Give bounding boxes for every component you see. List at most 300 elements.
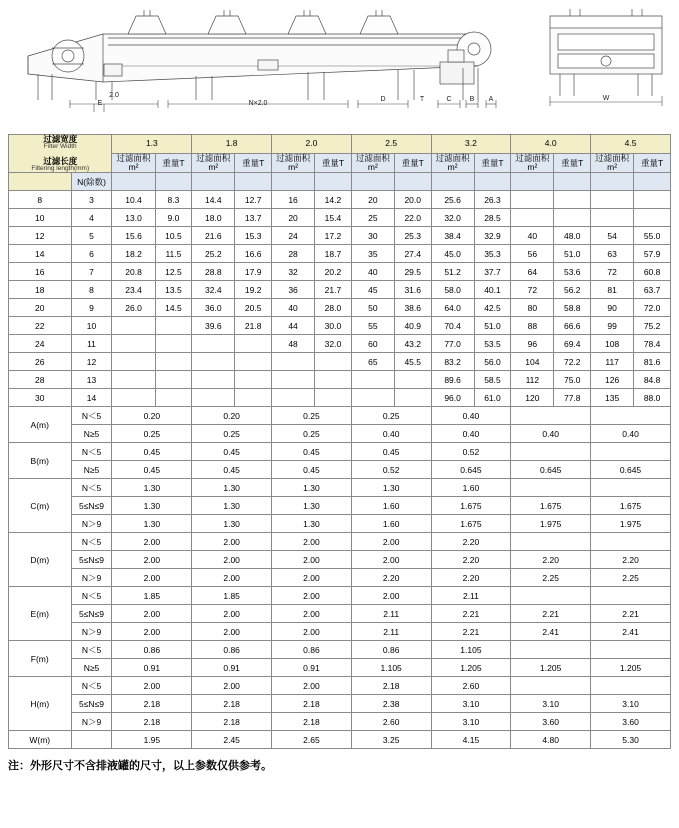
row-n-10: 4 — [71, 209, 112, 227]
cell-7-3: 21.8 — [235, 317, 272, 335]
cell-11-2 — [192, 389, 235, 407]
cell-5-7: 31.6 — [394, 281, 431, 299]
param-val-0-1-2: 0.25 — [272, 425, 352, 443]
param-val-6-0-6 — [591, 677, 671, 695]
cell-2-9: 32.9 — [474, 227, 511, 245]
cell-4-1: 12.5 — [155, 263, 192, 281]
row-length-30: 30 — [9, 389, 72, 407]
cell-0-0: 10.4 — [112, 191, 155, 209]
param-val-7-0-3: 3.25 — [351, 731, 431, 749]
cell-9-12: 117 — [591, 353, 634, 371]
cell-1-4: 20 — [272, 209, 315, 227]
subheader-weight-4: 重量T — [394, 153, 431, 173]
param-val-3-1-1: 2.00 — [192, 551, 272, 569]
row-length-12: 12 — [9, 227, 72, 245]
subheader-weight-6: 重量T — [554, 153, 591, 173]
param-row-Dm — [9, 551, 671, 569]
cell-6-3: 20.5 — [235, 299, 272, 317]
cell-10-4 — [272, 371, 315, 389]
cell-4-9: 37.7 — [474, 263, 511, 281]
param-val-6-1-1: 2.18 — [192, 695, 272, 713]
cell-9-9: 56.0 — [474, 353, 511, 371]
param-cond-2-0: N＜5 — [71, 479, 112, 497]
row-n-26: 12 — [71, 353, 112, 371]
param-val-2-1-5: 1.675 — [511, 497, 591, 515]
param-val-5-1-6: 1.205 — [591, 659, 671, 677]
cell-6-5: 28.0 — [315, 299, 352, 317]
param-val-4-2-1: 2.00 — [192, 623, 272, 641]
cell-11-1 — [155, 389, 192, 407]
param-row-Bm — [9, 443, 671, 461]
row-length-28: 28 — [9, 371, 72, 389]
end-view-drawing — [540, 4, 672, 116]
table-row — [9, 263, 671, 281]
param-val-3-0-0: 2.00 — [112, 533, 192, 551]
row-length-10: 10 — [9, 209, 72, 227]
param-val-3-2-4: 2.20 — [431, 569, 511, 587]
width-group-2: 1.8 — [192, 135, 272, 154]
cell-9-1 — [155, 353, 192, 371]
param-val-3-2-2: 2.00 — [272, 569, 352, 587]
cell-10-11: 75.0 — [554, 371, 591, 389]
row-length-26: 26 — [9, 353, 72, 371]
subheader-area-4: 过滤面积m² — [351, 153, 394, 173]
param-cond-0-0: N＜5 — [71, 407, 112, 425]
param-val-6-2-1: 2.18 — [192, 713, 272, 731]
subheader-area-1: 过滤面积m² — [112, 153, 155, 173]
cell-0-4: 16 — [272, 191, 315, 209]
cell-11-3 — [235, 389, 272, 407]
param-val-7-0-2: 2.65 — [272, 731, 352, 749]
cell-3-12: 63 — [591, 245, 634, 263]
cell-8-13: 78.4 — [634, 335, 671, 353]
cell-10-6 — [351, 371, 394, 389]
cell-0-9: 26.3 — [474, 191, 511, 209]
cell-3-11: 51.0 — [554, 245, 591, 263]
cell-8-3 — [235, 335, 272, 353]
dim-label-B: B — [469, 96, 475, 103]
cell-3-6: 35 — [351, 245, 394, 263]
cell-6-11: 58.8 — [554, 299, 591, 317]
param-val-1-0-1: 0.45 — [192, 443, 272, 461]
param-val-7-0-1: 2.45 — [192, 731, 272, 749]
cell-1-10 — [511, 209, 554, 227]
cell-6-2: 36.0 — [192, 299, 235, 317]
row-n-24: 11 — [71, 335, 112, 353]
param-cond-6-1: 5≤N≤9 — [71, 695, 112, 713]
table-row — [9, 191, 671, 209]
cell-4-8: 51.2 — [431, 263, 474, 281]
cell-5-13: 63.7 — [634, 281, 671, 299]
param-val-1-1-1: 0.45 — [192, 461, 272, 479]
param-val-2-2-6: 1.975 — [591, 515, 671, 533]
width-group-7: 4.5 — [591, 135, 671, 154]
cell-4-7: 29.5 — [394, 263, 431, 281]
param-cond-4-2: N＞9 — [71, 623, 112, 641]
param-val-1-1-6: 0.645 — [591, 461, 671, 479]
param-val-3-2-5: 2.25 — [511, 569, 591, 587]
cell-9-8: 83.2 — [431, 353, 474, 371]
cell-4-12: 72 — [591, 263, 634, 281]
row-n-28: 13 — [71, 371, 112, 389]
param-val-2-1-6: 1.675 — [591, 497, 671, 515]
cell-3-7: 27.4 — [394, 245, 431, 263]
cell-11-6 — [351, 389, 394, 407]
param-cond-7-0 — [71, 731, 112, 749]
width-group-1: 1.3 — [112, 135, 192, 154]
param-name-3: D(m) — [9, 533, 72, 587]
table-row — [9, 209, 671, 227]
cell-11-0 — [112, 389, 155, 407]
cell-7-11: 66.6 — [554, 317, 591, 335]
cell-8-8: 77.0 — [431, 335, 474, 353]
cell-2-10: 40 — [511, 227, 554, 245]
cell-8-9: 53.5 — [474, 335, 511, 353]
param-val-3-0-2: 2.00 — [272, 533, 352, 551]
cell-7-9: 51.0 — [474, 317, 511, 335]
param-cond-5-1: N≥5 — [71, 659, 112, 677]
param-row-Bm — [9, 461, 671, 479]
table-body — [9, 173, 671, 749]
width-group-3: 2.0 — [272, 135, 352, 154]
param-val-6-0-4: 2.60 — [431, 677, 511, 695]
width-group-5: 3.2 — [431, 135, 511, 154]
param-val-4-0-0: 1.85 — [112, 587, 192, 605]
param-val-5-1-1: 0.91 — [192, 659, 272, 677]
cell-3-13: 57.9 — [634, 245, 671, 263]
cell-8-2 — [192, 335, 235, 353]
cell-0-3: 12.7 — [235, 191, 272, 209]
param-val-7-0-4: 4.15 — [431, 731, 511, 749]
cell-11-5 — [315, 389, 352, 407]
cell-2-12: 54 — [591, 227, 634, 245]
param-val-4-0-6 — [591, 587, 671, 605]
param-val-3-1-0: 2.00 — [112, 551, 192, 569]
cell-3-2: 25.2 — [192, 245, 235, 263]
cell-5-1: 13.5 — [155, 281, 192, 299]
param-val-5-0-2: 0.86 — [272, 641, 352, 659]
param-val-4-1-4: 2.21 — [431, 605, 511, 623]
cell-11-10: 120 — [511, 389, 554, 407]
param-cond-2-1: 5≤N≤9 — [71, 497, 112, 515]
param-val-5-1-5: 1.205 — [511, 659, 591, 677]
cell-1-3: 13.7 — [235, 209, 272, 227]
cell-8-10: 96 — [511, 335, 554, 353]
cell-9-11: 72.2 — [554, 353, 591, 371]
cell-8-1 — [155, 335, 192, 353]
param-val-3-2-3: 2.20 — [351, 569, 431, 587]
param-val-0-0-1: 0.20 — [192, 407, 272, 425]
cell-7-0 — [112, 317, 155, 335]
param-val-0-0-3: 0.25 — [351, 407, 431, 425]
cell-1-13 — [634, 209, 671, 227]
width-group-4: 2.5 — [351, 135, 431, 154]
cell-7-5: 30.0 — [315, 317, 352, 335]
cell-5-9: 40.1 — [474, 281, 511, 299]
cell-1-5: 15.4 — [315, 209, 352, 227]
table-row — [9, 227, 671, 245]
cell-9-5 — [315, 353, 352, 371]
cell-10-9: 58.5 — [474, 371, 511, 389]
cell-2-6: 30 — [351, 227, 394, 245]
param-val-5-0-4: 1.105 — [431, 641, 511, 659]
param-val-5-1-3: 1.105 — [351, 659, 431, 677]
cell-9-13: 81.6 — [634, 353, 671, 371]
row-length-14: 14 — [9, 245, 72, 263]
cell-3-9: 35.3 — [474, 245, 511, 263]
param-val-7-0-6: 5.30 — [591, 731, 671, 749]
param-val-6-1-2: 2.18 — [272, 695, 352, 713]
cell-4-3: 17.9 — [235, 263, 272, 281]
corner-top-sub: Filter Width — [43, 142, 77, 150]
param-val-6-2-3: 2.60 — [351, 713, 431, 731]
param-val-6-2-5: 3.60 — [511, 713, 591, 731]
cell-5-2: 32.4 — [192, 281, 235, 299]
cell-3-1: 11.5 — [155, 245, 192, 263]
param-val-4-0-1: 1.85 — [192, 587, 272, 605]
row-n-22: 10 — [71, 317, 112, 335]
dim-label-D: D — [380, 96, 386, 103]
cell-1-6: 25 — [351, 209, 394, 227]
cell-7-10: 88 — [511, 317, 554, 335]
width-group-6: 4.0 — [511, 135, 591, 154]
param-val-0-0-6 — [591, 407, 671, 425]
cell-0-6: 20 — [351, 191, 394, 209]
param-val-2-2-5: 1.975 — [511, 515, 591, 533]
param-val-3-2-6: 2.25 — [591, 569, 671, 587]
n-divisor-label: N(除数) — [71, 173, 112, 191]
param-cond-1-0: N＜5 — [71, 443, 112, 461]
param-val-4-1-6: 2.21 — [591, 605, 671, 623]
cell-1-1: 9.0 — [155, 209, 192, 227]
dim-label-W: W — [602, 95, 610, 102]
param-val-2-0-6 — [591, 479, 671, 497]
cell-8-12: 108 — [591, 335, 634, 353]
corner-header — [9, 135, 112, 173]
subheader-weight-3: 重量T — [315, 153, 352, 173]
cell-1-9: 28.5 — [474, 209, 511, 227]
cell-7-4: 44 — [272, 317, 315, 335]
cell-7-6: 55 — [351, 317, 394, 335]
param-val-5-0-5 — [511, 641, 591, 659]
param-val-7-0-0: 1.95 — [112, 731, 192, 749]
param-cond-4-0: N＜5 — [71, 587, 112, 605]
param-val-4-2-5: 2.41 — [511, 623, 591, 641]
cell-0-1: 8.3 — [155, 191, 192, 209]
cell-11-13: 88.0 — [634, 389, 671, 407]
cell-10-7 — [394, 371, 431, 389]
param-val-2-0-2: 1.30 — [272, 479, 352, 497]
dim-label-C: C — [446, 96, 452, 103]
param-val-3-1-4: 2.20 — [431, 551, 511, 569]
cell-10-8: 89.6 — [431, 371, 474, 389]
param-val-1-0-3: 0.45 — [351, 443, 431, 461]
cell-0-10 — [511, 191, 554, 209]
param-row-Cm — [9, 479, 671, 497]
cell-10-10: 112 — [511, 371, 554, 389]
side-view-drawing — [8, 4, 508, 116]
param-val-6-0-1: 2.00 — [192, 677, 272, 695]
table-row — [9, 281, 671, 299]
row-n-20: 9 — [71, 299, 112, 317]
cell-6-8: 64.0 — [431, 299, 474, 317]
cell-7-8: 70.4 — [431, 317, 474, 335]
cell-0-5: 14.2 — [315, 191, 352, 209]
row-n-14: 6 — [71, 245, 112, 263]
param-val-6-2-4: 3.10 — [431, 713, 511, 731]
param-row-Hm — [9, 677, 671, 695]
cell-2-4: 24 — [272, 227, 315, 245]
cell-6-0: 26.0 — [112, 299, 155, 317]
cell-1-0: 13.0 — [112, 209, 155, 227]
param-val-5-1-4: 1.205 — [431, 659, 511, 677]
cell-0-2: 14.4 — [192, 191, 235, 209]
param-val-6-1-3: 2.38 — [351, 695, 431, 713]
cell-1-8: 32.0 — [431, 209, 474, 227]
param-val-1-0-5 — [511, 443, 591, 461]
param-name-7: W(m) — [9, 731, 72, 749]
param-val-6-0-5 — [511, 677, 591, 695]
param-val-1-0-2: 0.45 — [272, 443, 352, 461]
param-val-2-0-5 — [511, 479, 591, 497]
param-val-6-0-3: 2.18 — [351, 677, 431, 695]
cell-3-10: 56 — [511, 245, 554, 263]
cell-10-0 — [112, 371, 155, 389]
param-val-3-0-6 — [591, 533, 671, 551]
cell-10-5 — [315, 371, 352, 389]
param-val-0-1-3: 0.40 — [351, 425, 431, 443]
cell-8-11: 69.4 — [554, 335, 591, 353]
subheader-weight-5: 重量T — [474, 153, 511, 173]
param-row-Cm — [9, 515, 671, 533]
cell-0-8: 25.6 — [431, 191, 474, 209]
param-val-3-0-3: 2.00 — [351, 533, 431, 551]
table-row — [9, 353, 671, 371]
param-name-6: H(m) — [9, 677, 72, 731]
table-row — [9, 245, 671, 263]
cell-4-13: 60.8 — [634, 263, 671, 281]
cell-9-3 — [235, 353, 272, 371]
param-val-4-2-3: 2.11 — [351, 623, 431, 641]
table-header-widths — [9, 135, 671, 154]
param-val-4-0-2: 2.00 — [272, 587, 352, 605]
param-val-2-0-3: 1.30 — [351, 479, 431, 497]
param-val-4-0-3: 2.00 — [351, 587, 431, 605]
param-cond-6-2: N＞9 — [71, 713, 112, 731]
cell-8-4: 48 — [272, 335, 315, 353]
param-val-4-2-2: 2.00 — [272, 623, 352, 641]
cell-3-5: 18.7 — [315, 245, 352, 263]
technical-drawing — [0, 0, 679, 128]
cell-3-3: 16.6 — [235, 245, 272, 263]
cell-1-11 — [554, 209, 591, 227]
row-n-18: 8 — [71, 281, 112, 299]
param-name-5: F(m) — [9, 641, 72, 677]
row-n-30: 14 — [71, 389, 112, 407]
cell-11-9: 61.0 — [474, 389, 511, 407]
param-val-2-1-3: 1.60 — [351, 497, 431, 515]
param-cond-2-2: N＞9 — [71, 515, 112, 533]
cell-11-11: 77.8 — [554, 389, 591, 407]
param-row-Wm — [9, 731, 671, 749]
param-val-2-1-4: 1.675 — [431, 497, 511, 515]
cell-7-12: 99 — [591, 317, 634, 335]
subheader-area-7: 过滤面积m² — [591, 153, 634, 173]
param-row-Cm — [9, 497, 671, 515]
cell-5-3: 19.2 — [235, 281, 272, 299]
cell-1-7: 22.0 — [394, 209, 431, 227]
param-val-0-0-5 — [511, 407, 591, 425]
dim-label-E: E — [97, 100, 103, 107]
row-length-20: 20 — [9, 299, 72, 317]
cell-9-2 — [192, 353, 235, 371]
cell-7-2: 39.6 — [192, 317, 235, 335]
param-row-Dm — [9, 569, 671, 587]
cell-6-10: 80 — [511, 299, 554, 317]
param-val-4-1-3: 2.11 — [351, 605, 431, 623]
cell-9-6: 65 — [351, 353, 394, 371]
param-cond-3-0: N＜5 — [71, 533, 112, 551]
param-val-6-0-2: 2.00 — [272, 677, 352, 695]
param-val-3-1-2: 2.00 — [272, 551, 352, 569]
cell-2-7: 25.3 — [394, 227, 431, 245]
param-val-1-0-6 — [591, 443, 671, 461]
table-row — [9, 371, 671, 389]
param-val-4-2-6: 2.41 — [591, 623, 671, 641]
cell-9-0 — [112, 353, 155, 371]
table-row — [9, 299, 671, 317]
cell-2-11: 48.0 — [554, 227, 591, 245]
param-row-Hm — [9, 695, 671, 713]
cell-11-8: 96.0 — [431, 389, 474, 407]
cell-5-10: 72 — [511, 281, 554, 299]
param-val-5-1-2: 0.91 — [272, 659, 352, 677]
param-val-2-1-2: 1.30 — [272, 497, 352, 515]
row-n-12: 5 — [71, 227, 112, 245]
param-cond-0-1: N≥5 — [71, 425, 112, 443]
cell-3-4: 28 — [272, 245, 315, 263]
cell-8-6: 60 — [351, 335, 394, 353]
param-val-2-0-4: 1.60 — [431, 479, 511, 497]
cell-7-13: 75.2 — [634, 317, 671, 335]
param-val-1-1-4: 0.645 — [431, 461, 511, 479]
n-label-row — [9, 173, 671, 191]
row-length-22: 22 — [9, 317, 72, 335]
cell-2-3: 15.3 — [235, 227, 272, 245]
param-name-4: E(m) — [9, 587, 72, 641]
param-val-6-1-4: 3.10 — [431, 695, 511, 713]
cell-2-0: 15.6 — [112, 227, 155, 245]
cell-5-6: 45 — [351, 281, 394, 299]
param-val-2-2-1: 1.30 — [192, 515, 272, 533]
specifications-table — [8, 134, 671, 749]
table-row — [9, 317, 671, 335]
cell-8-5: 32.0 — [315, 335, 352, 353]
param-val-3-1-6: 2.20 — [591, 551, 671, 569]
cell-9-7: 45.5 — [394, 353, 431, 371]
param-val-6-1-0: 2.18 — [112, 695, 192, 713]
footnote: 注：外形尺寸不含排液罐的尺寸，以上参数仅供参考。 — [8, 760, 272, 773]
param-val-7-0-5: 4.80 — [511, 731, 591, 749]
row-length-16: 16 — [9, 263, 72, 281]
param-cond-5-0: N＜5 — [71, 641, 112, 659]
param-val-2-2-2: 1.30 — [272, 515, 352, 533]
table-row — [9, 389, 671, 407]
param-val-2-1-0: 1.30 — [112, 497, 192, 515]
param-val-5-0-3: 0.86 — [351, 641, 431, 659]
cell-1-12 — [591, 209, 634, 227]
param-val-2-0-1: 1.30 — [192, 479, 272, 497]
